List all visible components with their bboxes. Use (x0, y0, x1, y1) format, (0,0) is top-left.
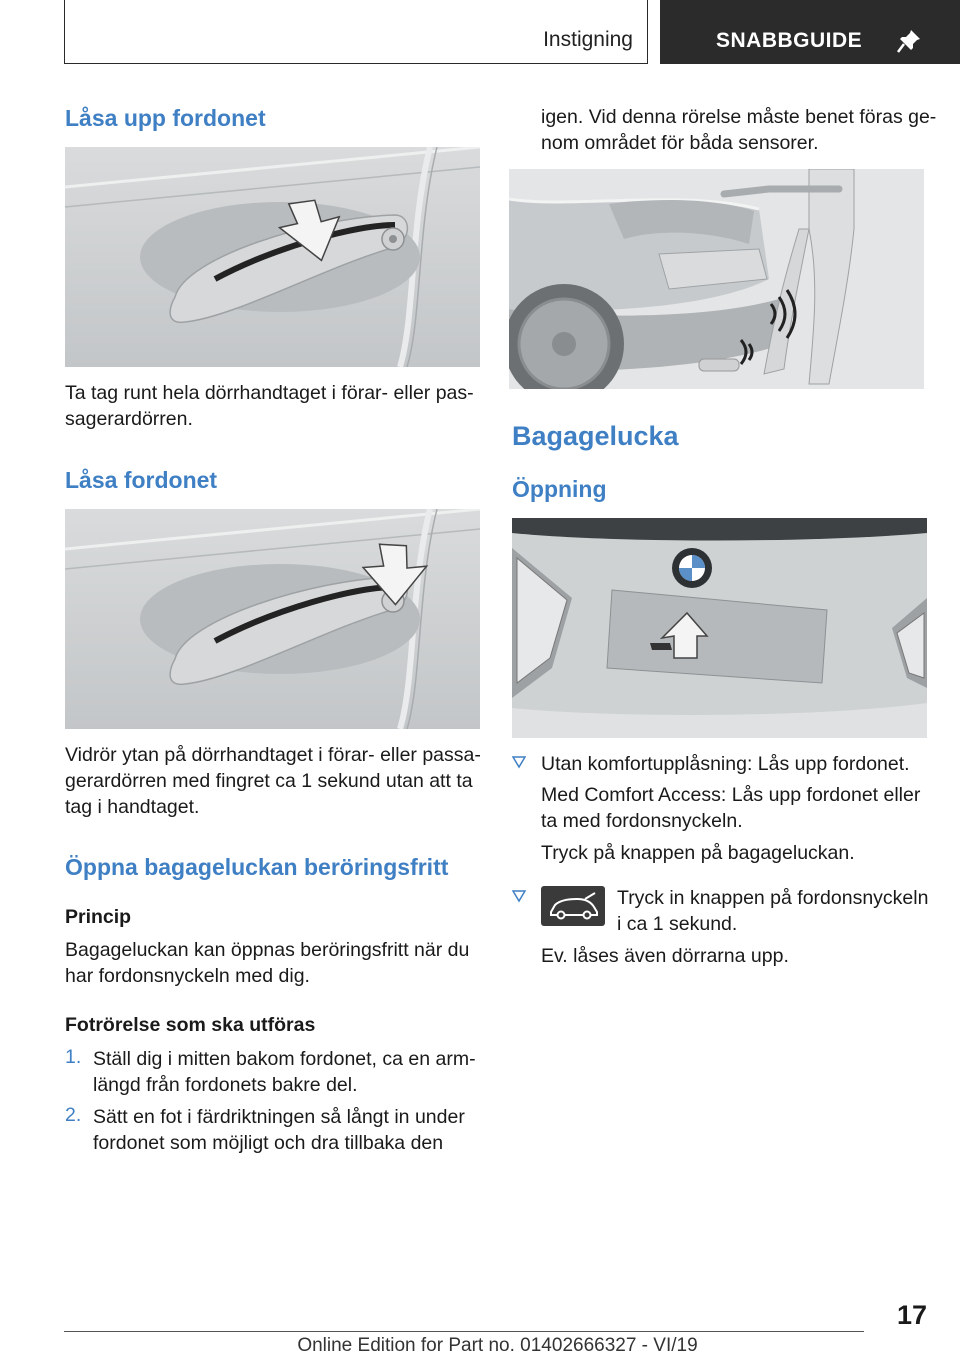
unlock-text-line-2: sagerardörren. (65, 408, 193, 430)
movement-heading: Fotrörelse som ska utföras (65, 1014, 316, 1036)
header-quickguide-tab[interactable] (660, 0, 960, 64)
bullet-1-line-2: Med Comfort Access: Lås upp fordonet eller (541, 784, 921, 806)
trunk-button-figure (512, 518, 927, 738)
lock-text-line-3: tag i handtaget. (65, 796, 200, 818)
step-2-number: 2. (65, 1104, 82, 1126)
continuation-text-line-1: igen. Vid denna rörelse måste benet föras ge- (541, 106, 937, 128)
lock-text-line-2: gerardörren med fingret ca 1 sekund utan att ta (65, 770, 473, 792)
principle-heading: Princip (65, 906, 132, 928)
step-1-line-2: längd från fordonets bakre del. (93, 1074, 358, 1096)
unlock-text-line-1: Ta tag runt hela dörrhandtaget i förar- eller pas- (65, 382, 474, 404)
footer-edition-text: Online Edition for Part no. 01402666327 - VI/19 (297, 1335, 698, 1356)
lock-heading: Låsa fordonet (65, 467, 218, 493)
step-2-line-2: fordonet som möjligt och dra tillbaka den (93, 1132, 444, 1154)
pushpin-icon (896, 28, 922, 54)
step-1-line-1: Ställ dig i mitten bakom fordonet, ca en arm- (93, 1048, 476, 1070)
door-handle-lock-figure (65, 509, 480, 729)
bullet-2-line-3: Ev. låses även dörrarna upp. (541, 945, 789, 967)
footer-divider (64, 1331, 864, 1332)
principle-text-line-1: Bagageluckan kan öppnas beröringsfritt när du (65, 939, 470, 961)
bullet-1-line-4: Tryck på knappen på bagageluckan. (541, 842, 855, 864)
bullet-2-line-2: i ca 1 sekund. (617, 913, 738, 935)
header-section-box (64, 0, 648, 64)
header-section-title: Instigning (543, 28, 633, 51)
bullet-2-line-1: Tryck in knappen på fordonsnyckeln (617, 887, 929, 909)
opening-heading: Öppning (512, 476, 607, 502)
bullet-triangle-icon (512, 889, 526, 903)
bullet-triangle-icon (512, 755, 526, 769)
step-2-line-1: Sätt en fot i färdriktningen så långt in under (93, 1106, 465, 1128)
header-tab-label: SNABBGUIDE (716, 29, 863, 52)
trunk-heading: Bagagelucka (512, 421, 679, 451)
principle-text-line-2: har fordonsnyckeln med dig. (65, 965, 310, 987)
touchless-heading: Öppna bagageluckan beröringsfritt (65, 854, 449, 880)
foot-gesture-figure (509, 169, 924, 389)
step-1-number: 1. (65, 1046, 82, 1068)
lock-text-line-1: Vidrör ytan på dörrhandtaget i förar- eller passa- (65, 744, 481, 766)
unlock-heading: Låsa upp fordonet (65, 105, 266, 131)
page-number: 17 (896, 1300, 927, 1330)
continuation-text-line-2: nom området för båda sensorer. (541, 132, 819, 154)
car-trunk-icon (541, 886, 605, 926)
bullet-1-line-3: ta med fordonsnyckeln. (541, 810, 743, 832)
bullet-1-line-1: Utan komfortupplåsning: Lås upp fordonet. (541, 753, 910, 775)
door-handle-unlock-figure (65, 147, 480, 367)
